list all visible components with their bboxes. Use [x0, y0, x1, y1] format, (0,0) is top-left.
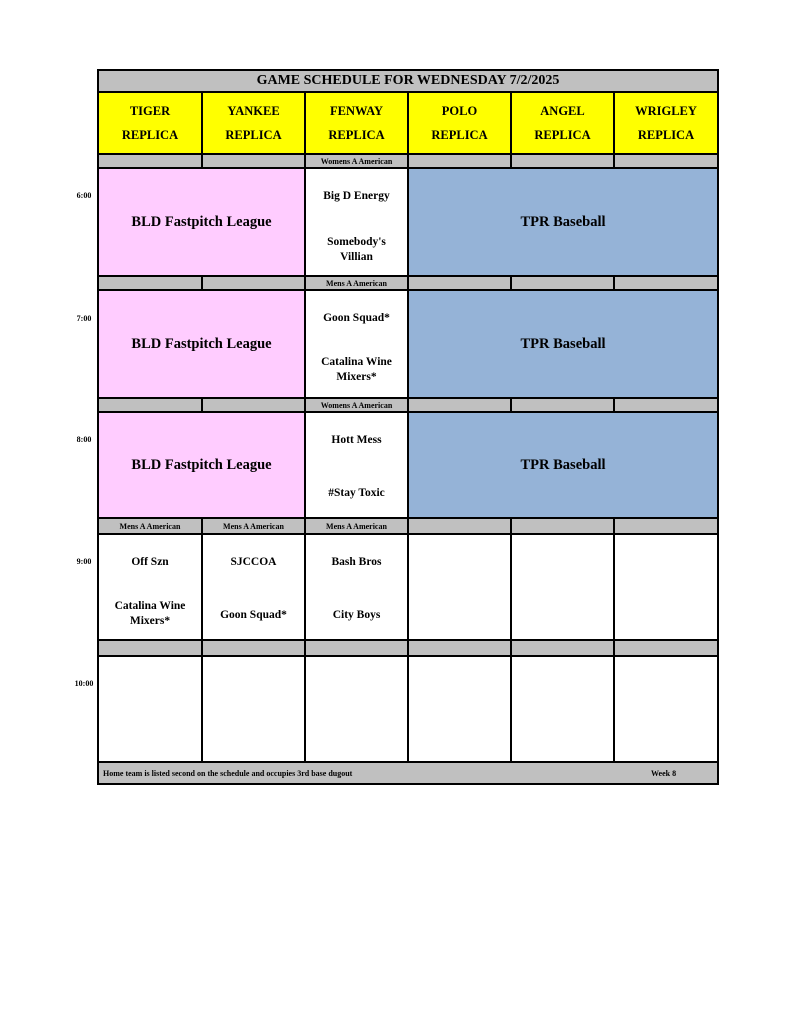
division-label-fenway: Mens A American [306, 277, 407, 289]
empty-slot [512, 657, 613, 761]
division-label-cell [512, 519, 613, 533]
division-label-yankee: Mens A American [203, 519, 304, 533]
division-label-cell [512, 641, 613, 655]
division-label-cell [99, 155, 201, 167]
division-label-cell [409, 641, 510, 655]
division-label-cell [512, 399, 613, 411]
division-label-cell [99, 641, 201, 655]
field-header-tiger [99, 93, 201, 153]
field-sub: REPLICA [637, 128, 695, 142]
fenway-game [306, 413, 407, 517]
division-label-cell [203, 155, 304, 167]
field-name: ANGEL [540, 104, 585, 118]
home-team: City Boys [332, 609, 381, 621]
division-label-cell [512, 277, 613, 289]
division-label-cell [409, 277, 510, 289]
time-label-6: 6:00 [76, 191, 92, 200]
away-team: Goon Squad* [323, 312, 390, 324]
empty-slot [409, 657, 510, 761]
empty-slot [306, 657, 407, 761]
field-sub: REPLICA [431, 128, 488, 142]
division-label-fenway: Womens A American [306, 155, 407, 167]
field-header-fenway [306, 93, 407, 153]
tpr-baseball-block: TPR Baseball [409, 291, 717, 397]
division-label-tiger: Mens A American [99, 519, 201, 533]
yankee-game [203, 535, 304, 639]
field-name: YANKEE [227, 104, 280, 118]
bld-fastpitch-block: BLD Fastpitch League [99, 291, 304, 397]
home-team: Somebody's Villian [327, 236, 386, 263]
time-label-10: 10:00 [74, 679, 94, 688]
home-team: Catalina Wine Mixers* [321, 356, 392, 383]
division-label-cell [615, 641, 717, 655]
field-name: TIGER [129, 104, 171, 118]
empty-slot [615, 657, 717, 761]
tpr-baseball-block: TPR Baseball [409, 413, 717, 517]
division-label-cell [615, 519, 717, 533]
division-label-fenway: Womens A American [306, 399, 407, 411]
empty-slot [615, 535, 717, 639]
field-sub: REPLICA [121, 128, 179, 142]
field-sub: REPLICA [534, 128, 591, 142]
field-name: WRIGLEY [635, 104, 697, 118]
field-sub: REPLICA [328, 128, 385, 142]
division-label-fenway: Mens A American [306, 519, 407, 533]
tpr-baseball-block: TPR Baseball [409, 169, 717, 275]
footer-bar [99, 763, 717, 783]
field-header-yankee [203, 93, 304, 153]
division-label-cell [512, 155, 613, 167]
empty-slot [99, 657, 201, 761]
schedule-grid [97, 69, 719, 785]
bld-fastpitch-block: BLD Fastpitch League [99, 413, 304, 517]
division-label-cell [99, 399, 201, 411]
home-team: Catalina Wine Mixers* [114, 600, 186, 627]
field-sub: REPLICA [225, 128, 282, 142]
division-label-cell [99, 277, 201, 289]
division-label-cell [615, 399, 717, 411]
away-team: Off Szn [131, 556, 169, 568]
fenway-game [306, 169, 407, 275]
division-label-cell [409, 519, 510, 533]
away-team: SJCCOA [230, 556, 277, 568]
division-label-cell [615, 155, 717, 167]
division-label-cell [409, 155, 510, 167]
tiger-game [99, 535, 201, 639]
time-label-9: 9:00 [76, 557, 92, 566]
away-team: Big D Energy [323, 190, 390, 202]
division-label-cell [203, 641, 304, 655]
division-label-cell [306, 641, 407, 655]
field-name: FENWAY [329, 104, 384, 118]
division-label-cell [409, 399, 510, 411]
fenway-game [306, 291, 407, 397]
field-header-angel [512, 93, 613, 153]
away-team: Hott Mess [331, 434, 382, 446]
empty-slot [203, 657, 304, 761]
field-name: POLO [441, 104, 478, 118]
division-label-cell [203, 277, 304, 289]
home-team: #Stay Toxic [328, 487, 385, 499]
empty-slot [409, 535, 510, 639]
division-label-cell [203, 399, 304, 411]
division-label-cell [615, 277, 717, 289]
home-team: Goon Squad* [220, 609, 287, 621]
week-label: Week 8 [651, 768, 677, 778]
empty-slot [512, 535, 613, 639]
field-header-wrigley [615, 93, 717, 153]
time-label-7: 7:00 [76, 314, 92, 323]
time-label-8: 8:00 [76, 435, 92, 444]
fenway-game [306, 535, 407, 639]
bld-fastpitch-block: BLD Fastpitch League [99, 169, 304, 275]
footer-note: Home team is listed second on the schedule and occupies 3rd base dugout [103, 768, 353, 778]
field-header-polo [409, 93, 510, 153]
schedule-title: GAME SCHEDULE FOR WEDNESDAY 7/2/2025 [99, 71, 717, 91]
away-team: Bash Bros [331, 556, 382, 568]
